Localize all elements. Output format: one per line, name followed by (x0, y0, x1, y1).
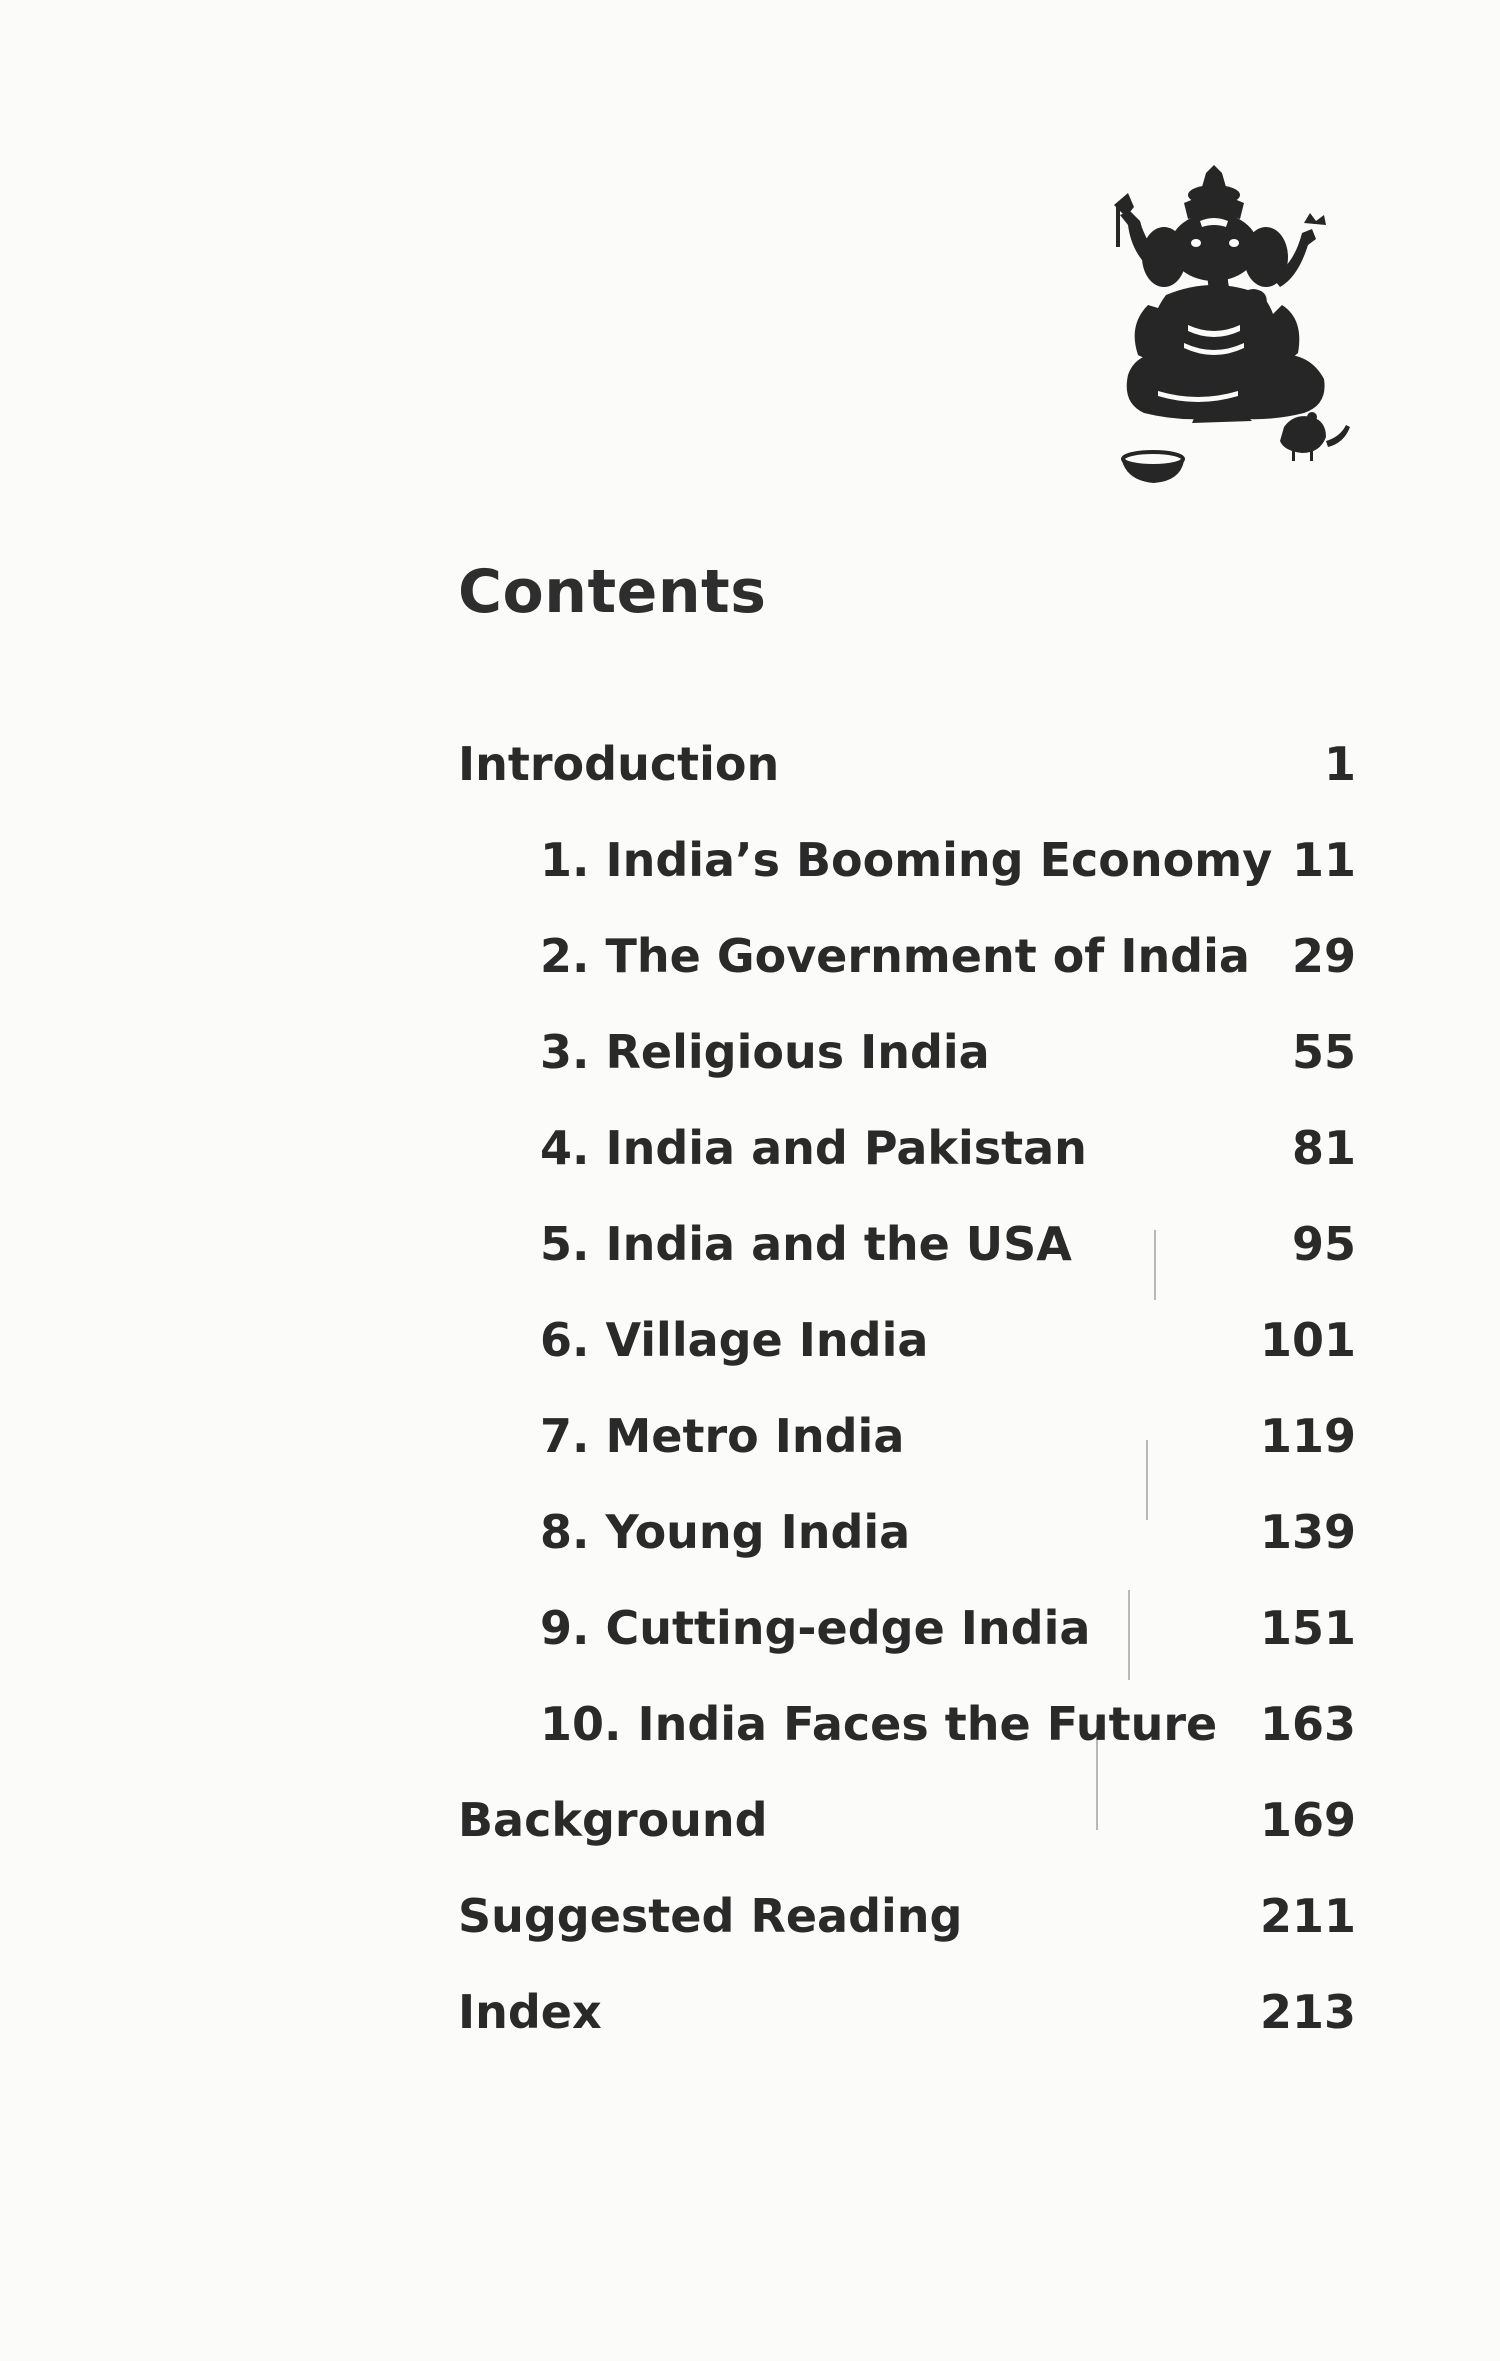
toc-entry (458, 908, 1356, 1004)
toc-entry-page: 95 (1291, 1217, 1356, 1271)
toc-entry-title: 7. Metro India (540, 1409, 905, 1463)
scan-artifact (1146, 1440, 1148, 1520)
toc-entry-page: 55 (1291, 1025, 1356, 1079)
toc-entry-page: 1 (1323, 737, 1356, 791)
page-title: Contents (458, 557, 767, 627)
toc-entry (458, 1004, 1356, 1100)
toc-entry (458, 1964, 1356, 2060)
toc-entry-page: 213 (1259, 1985, 1356, 2039)
toc-entry-title: 2. The Government of India (540, 929, 1250, 983)
toc-entry-title: 10. India Faces the Future (540, 1697, 1218, 1751)
toc-entry-page: 163 (1259, 1697, 1356, 1751)
toc-entry (458, 1196, 1356, 1292)
toc-entry-page: 151 (1259, 1601, 1356, 1655)
toc-entry (458, 1292, 1356, 1388)
toc-entry-page: 119 (1259, 1409, 1356, 1463)
toc-entry-title: 6. Village India (540, 1313, 929, 1367)
toc-entry-title: 9. Cutting-edge India (540, 1601, 1091, 1655)
toc-entry-page: 81 (1291, 1121, 1356, 1175)
toc-entry-page: 11 (1291, 833, 1356, 887)
toc-entry-title: Introduction (458, 737, 780, 791)
toc-entry (458, 1100, 1356, 1196)
toc-entry (458, 1676, 1356, 1772)
scan-artifact (1128, 1590, 1130, 1680)
toc-entry-title: 3. Religious India (540, 1025, 990, 1079)
toc-entry-page: 29 (1291, 929, 1356, 983)
toc-entry (458, 716, 1356, 812)
toc-entry-page: 169 (1259, 1793, 1356, 1847)
toc-entry-page: 101 (1259, 1313, 1356, 1367)
toc-entry-title: Background (458, 1793, 768, 1847)
scan-artifact (1096, 1720, 1098, 1830)
toc-entry-title: Suggested Reading (458, 1889, 963, 1943)
toc-entry (458, 1580, 1356, 1676)
scan-artifact (1154, 1230, 1156, 1300)
toc-entry-title: 1. India’s Booming Economy (540, 833, 1273, 887)
ganesha-icon (1088, 165, 1360, 505)
toc-entry (458, 1388, 1356, 1484)
toc-entry (458, 1868, 1356, 1964)
table-of-contents (458, 716, 1356, 2060)
toc-entry-page: 211 (1259, 1889, 1356, 1943)
toc-entry-page: 139 (1259, 1505, 1356, 1559)
toc-entry (458, 1772, 1356, 1868)
toc-entry-title: 5. India and the USA (540, 1217, 1072, 1271)
toc-entry (458, 1484, 1356, 1580)
toc-entry-title: Index (458, 1985, 602, 2039)
toc-entry-title: 8. Young India (540, 1505, 911, 1559)
toc-entry (458, 812, 1356, 908)
toc-entry-title: 4. India and Pakistan (540, 1121, 1087, 1175)
